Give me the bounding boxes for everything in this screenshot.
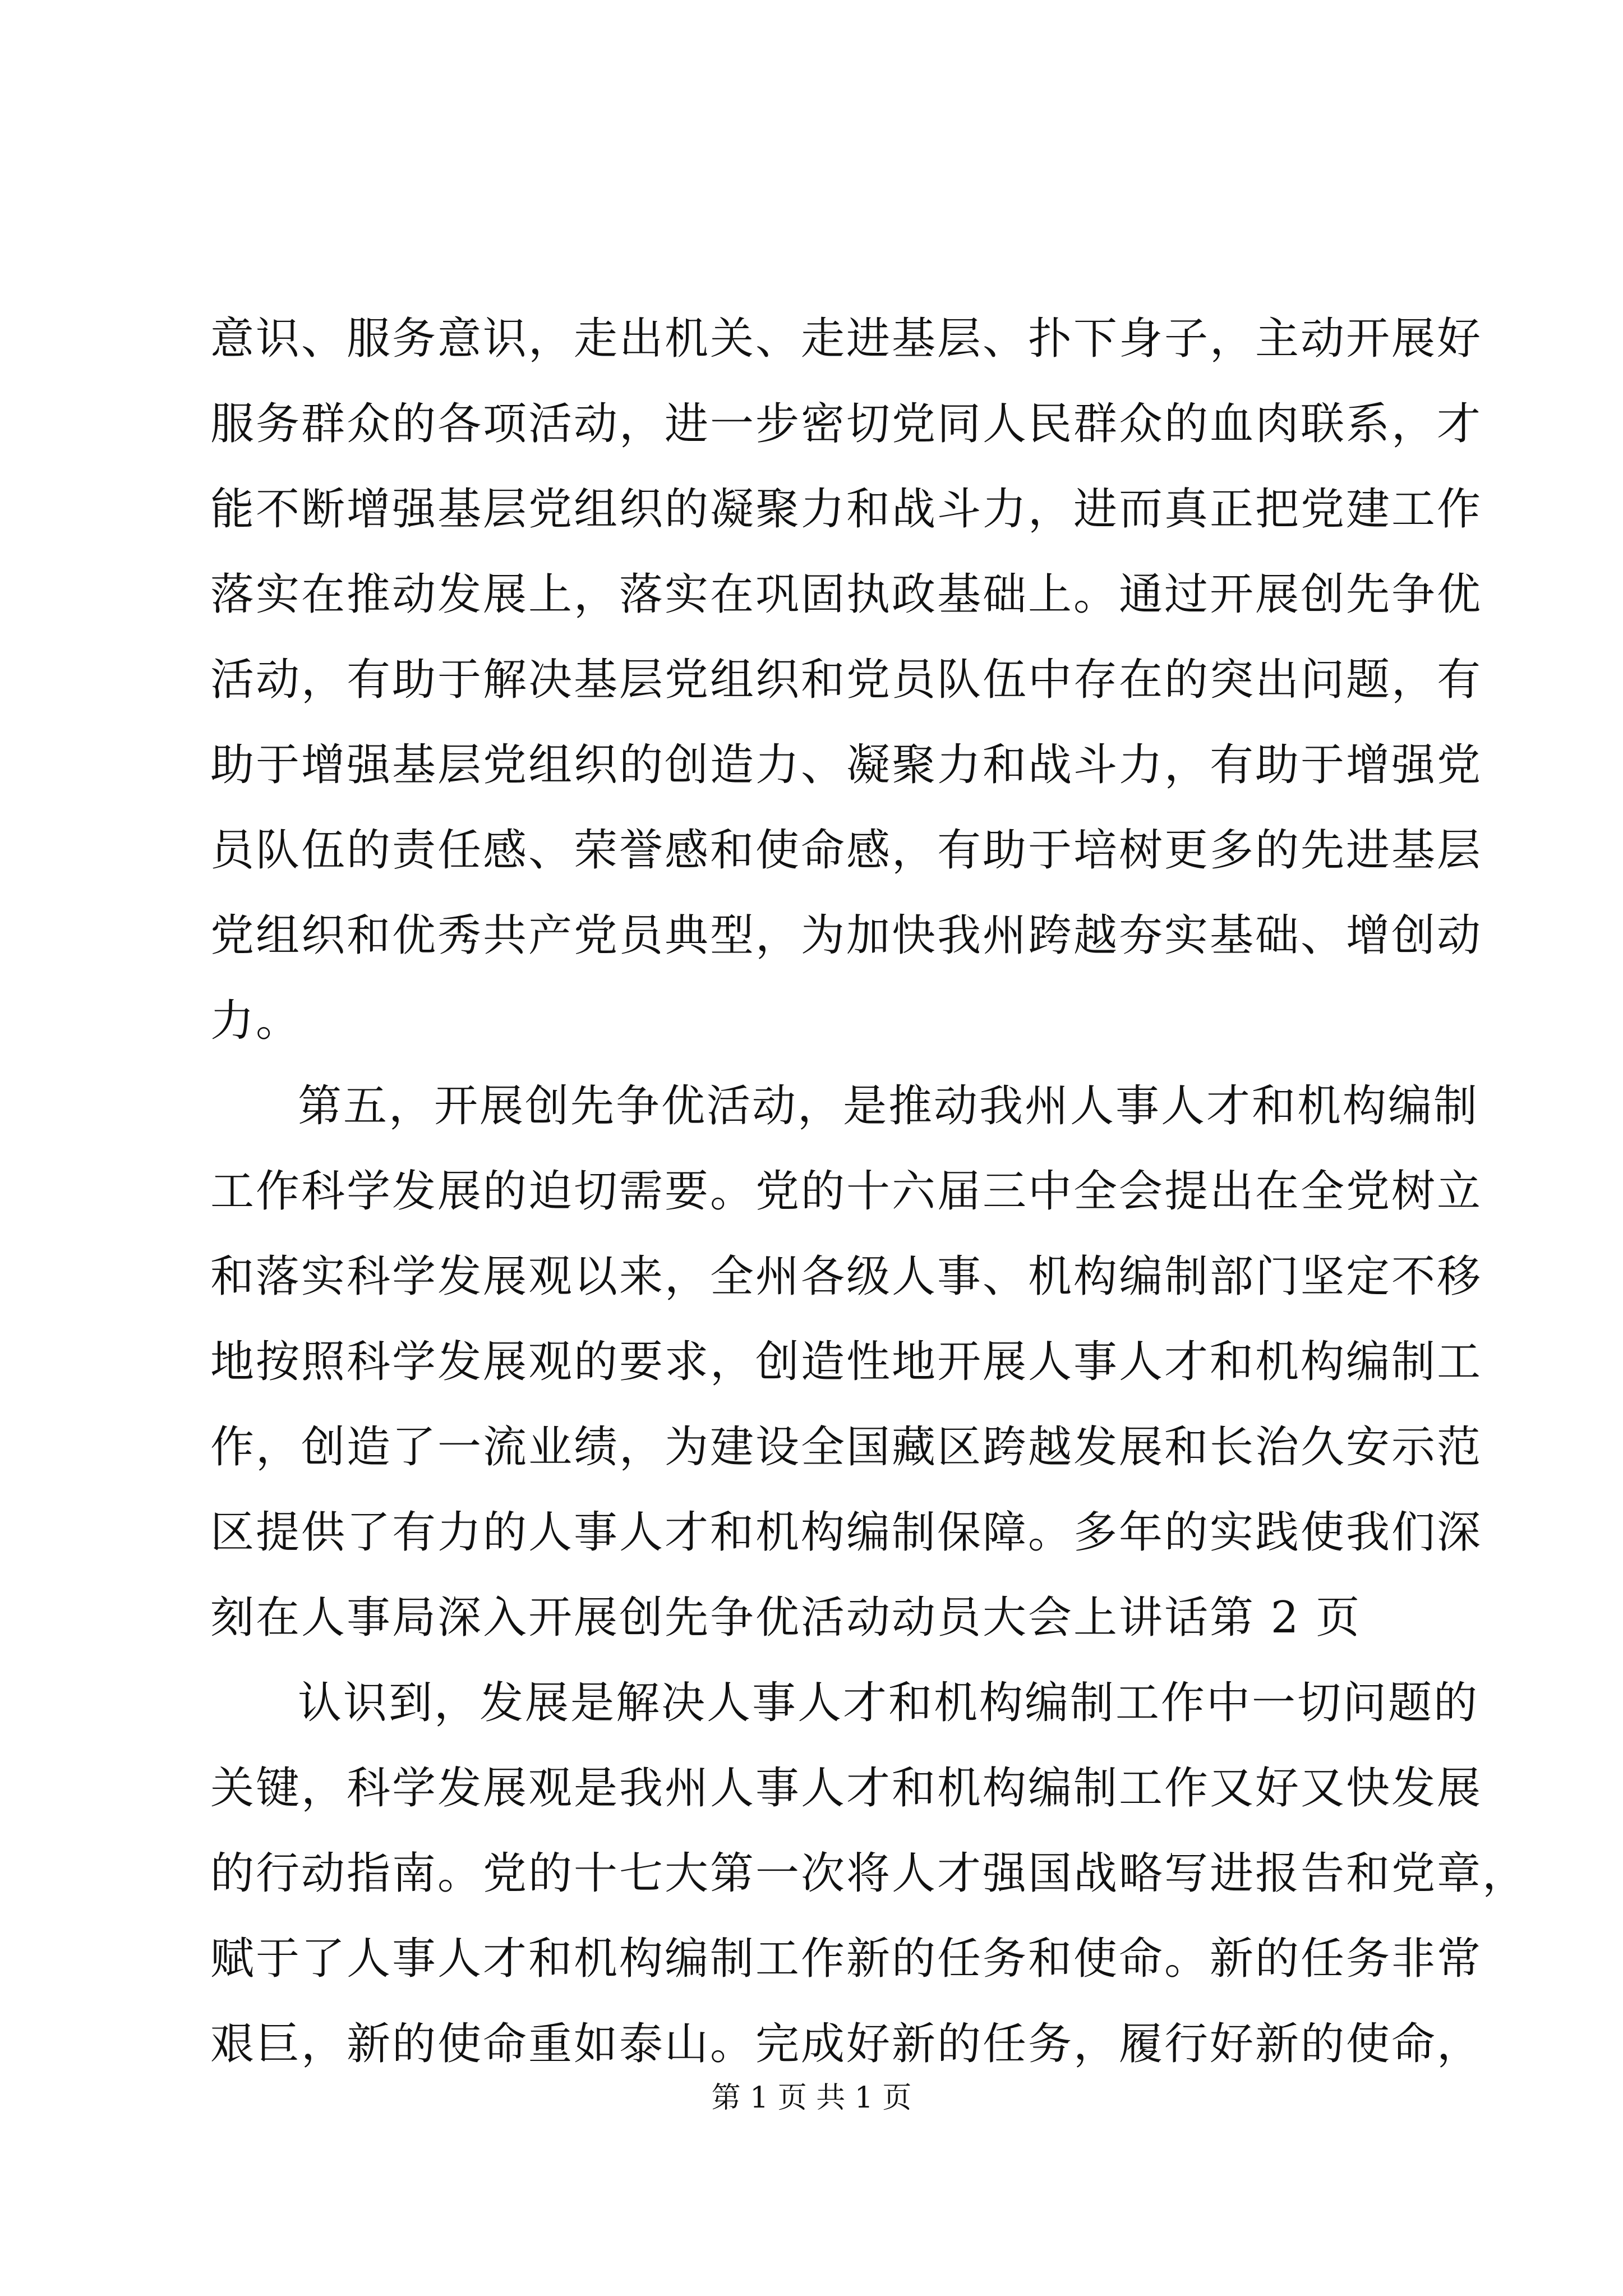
document-body <box>210 296 1528 2087</box>
text-line: 的行动指南。党的十七大第一次将人才强国战略写进报告和党章， <box>210 1848 1528 1899</box>
text-line: 意识、服务意识，走出机关、走进基层、扑下身子，主动开展好 <box>210 314 1483 364</box>
page-footer: 第 1 页 共 1 页 <box>711 2081 912 2115</box>
text-line: 和落实科学发展观以来，全州各级人事、机构编制部门坚定不移 <box>210 1251 1483 1302</box>
paragraph-start-line: 第五，开展创先争优活动，是推动我州人事人才和机构编制 <box>298 1081 1479 1131</box>
text-line: 工作科学发展的迫切需要。党的十六届三中全会提出在全党树立 <box>210 1166 1483 1217</box>
text-line: 作，创造了一流业绩，为建设全国藏区跨越发展和长治久安示范 <box>210 1422 1483 1473</box>
text-line: 能不断增强基层党组织的凝聚力和战斗力，进而真正把党建工作 <box>210 484 1483 535</box>
text-line: 关键，科学发展观是我州人事人才和机构编制工作又好又快发展 <box>210 1763 1483 1814</box>
text-line: 党组织和优秀共产党员典型，为加快我州跨越夯实基础、增创动 <box>210 910 1483 961</box>
text-line: 地按照科学发展观的要求，创造性地开展人事人才和机构编制工 <box>210 1337 1483 1387</box>
paragraph-start-line: 认识到，发展是解决人事人才和机构编制工作中一切问题的 <box>298 1678 1479 1728</box>
text-line: 员队伍的责任感、荣誉感和使命感，有助于培树更多的先进基层 <box>210 825 1483 876</box>
text-line: 刻在人事局深入开展创先争优活动动员大会上讲话第 2 页 <box>210 1593 1362 1643</box>
text-line: 力。 <box>210 996 302 1046</box>
text-line: 区提供了有力的人事人才和机构编制保障。多年的实践使我们深 <box>210 1507 1483 1558</box>
text-line: 艰巨，新的使命重如泰山。完成好新的任务，履行好新的使命， <box>210 2019 1483 2069</box>
text-line: 助于增强基层党组织的创造力、凝聚力和战斗力，有助于增强党 <box>210 740 1483 790</box>
text-line: 活动，有助于解决基层党组织和党员队伍中存在的突出问题，有 <box>210 655 1483 705</box>
text-line: 服务群众的各项活动，进一步密切党同人民群众的血肉联系，才 <box>210 399 1483 449</box>
text-line: 落实在推动发展上，落实在巩固执政基础上。通过开展创先争优 <box>210 569 1483 620</box>
text-line: 赋于了人事人才和机构编制工作新的任务和使命。新的任务非常 <box>210 1934 1483 1984</box>
